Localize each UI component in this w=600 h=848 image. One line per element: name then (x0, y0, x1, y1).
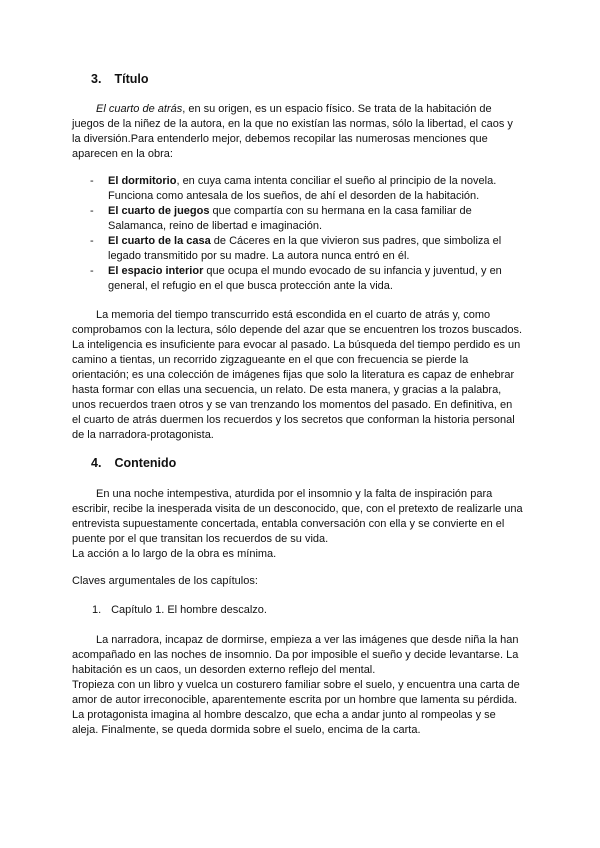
bullet-dash: - (90, 265, 94, 277)
bullet-dash: - (90, 235, 94, 247)
paragraph-line: amor de autor irreconocible, aparentemente escrita por un hombre que lamenta su pérdida. (72, 694, 518, 706)
paragraph-line (72, 102, 530, 117)
paragraph-line: aleja. Finalmente, se queda dormida sobre el suelo, encima de la carta. (72, 724, 421, 736)
paragraph-line: orientación; es una colección de imágenes fijas que solo la literatura es capaz de enhebrar (72, 369, 515, 381)
bullet-text: , en cuya cama intenta conciliar el sueño al principio de la novela. Funciona como antesala de los sueños, de ahí el desorden de la habitación. (108, 175, 497, 202)
paragraph-line: La protagonista imagina al hombre descalzo, que echa a andar junto al rompeolas y se (72, 709, 496, 721)
paragraph-line: puente por el que transitan los recuerdos de su vida. (72, 533, 329, 545)
list-item (90, 174, 530, 204)
paragraph-line: entrevista supuestamente concertada, entabla conversación con ella y se convierte en el (72, 518, 505, 530)
paragraph-line: habitación es un caos, un desorden externo reflejo del mental. (72, 664, 376, 676)
section-number: 3. (91, 72, 102, 86)
bullet-bold: El cuarto de la casa (108, 235, 211, 247)
chapter-number: 1. (92, 604, 102, 616)
paragraph-line: aparecen en la obra: (72, 148, 173, 160)
paragraph-line: de la narradora-protagonista. (72, 429, 214, 441)
section-title: Título (114, 72, 149, 86)
paragraph-line: hasta formar con ellas una secuencia, un relato. De esta manera, y gracias a la palabra, (72, 384, 502, 396)
bullet-dash: - (90, 205, 94, 217)
paragraph-line: juegos de la niñez de la autora, en la que no existían las normas, sólo la libertad, el caos y (72, 118, 513, 130)
paragraph-intro (72, 102, 530, 162)
section-heading-titulo (91, 72, 149, 86)
bullet-text: que ocupa el mundo evocado de su infancia y juventud, y en general, el refugio en el que busca protección ante la vida. (108, 265, 502, 292)
chapter-label: Capítulo 1. El hombre descalzo. (111, 604, 267, 616)
paragraph-line: unos recuerdos traen otros y se van trenzando los momentos del pasado. En definitiva, en (72, 399, 513, 411)
paragraph-line: camino a tientas, un recorrido zigzagueante en el que con frecuencia se pierde la (72, 354, 469, 366)
book-title: El cuarto de atrás (96, 103, 183, 115)
list-item (90, 234, 530, 264)
paragraph-line: comprobamos con la lectura, sólo depende del azar que se encuentren los trozos buscados. (72, 324, 523, 336)
paragraph-contenido (72, 487, 530, 562)
paragraph-line: la diversión.Para entenderlo mejor, debemos recopilar las numerosas menciones que (72, 133, 488, 145)
section-title: Contenido (114, 456, 177, 470)
paragraph-line: La inteligencia es insuficiente para evocar al pasado. La búsqueda del tiempo perdido es un (72, 339, 521, 351)
line-text: , en su origen, es un espacio físico. Se trata de la habitación de (182, 103, 492, 115)
paragraph-line: En una noche intempestiva, aturdida por el insomnio y la falta de inspiración para (96, 488, 493, 500)
section-number: 4. (91, 456, 102, 470)
bullet-text: que compartía con su hermana en la casa familiar de Salamanca, reino de libertad e imaginación. (108, 205, 472, 232)
bullet-dash: - (90, 175, 94, 187)
list-item (90, 204, 530, 234)
bullet-bold: El dormitorio (108, 175, 177, 187)
paragraph-line: el cuarto de atrás duermen los recuerdos y los secretos que conforman la historia personal (72, 414, 515, 426)
paragraph-line: La memoria del tiempo transcurrido está escondida en el cuarto de atrás y, como (96, 309, 491, 321)
paragraph-line: La acción a lo largo de la obra es mínima. (72, 548, 277, 560)
paragraph-line: escribir, recibe la inesperada visita de un desconocido, que, con el pretexto de realizarle una (72, 503, 523, 515)
paragraph-line: Tropieza con un libro y vuelca un costurero familiar sobre el suelo, y encuentra una carta de (72, 679, 520, 691)
section-heading-contenido (91, 456, 176, 470)
chapter-list-item (92, 604, 267, 616)
claves-text: Claves argumentales de los capítulos: (72, 575, 258, 587)
paragraph-line: acompañado en las noches de insomnio. Da por imposible el sueño y decide levantarse. La (72, 649, 519, 661)
list-item (90, 264, 530, 294)
bullet-bold: El espacio interior (108, 265, 204, 277)
paragraph-memoria (72, 308, 530, 443)
bullet-bold: El cuarto de juegos (108, 205, 210, 217)
bullet-list (90, 174, 530, 294)
paragraph-line: La narradora, incapaz de dormirse, empieza a ver las imágenes que desde niña la han (96, 634, 519, 646)
bullet-text: de Cáceres en la que vivieron sus padres, que simboliza el legado transmitido por su madre. La autora nunca entró en él. (108, 235, 502, 262)
paragraph-capitulo-1 (72, 633, 530, 738)
claves-label (72, 574, 530, 589)
